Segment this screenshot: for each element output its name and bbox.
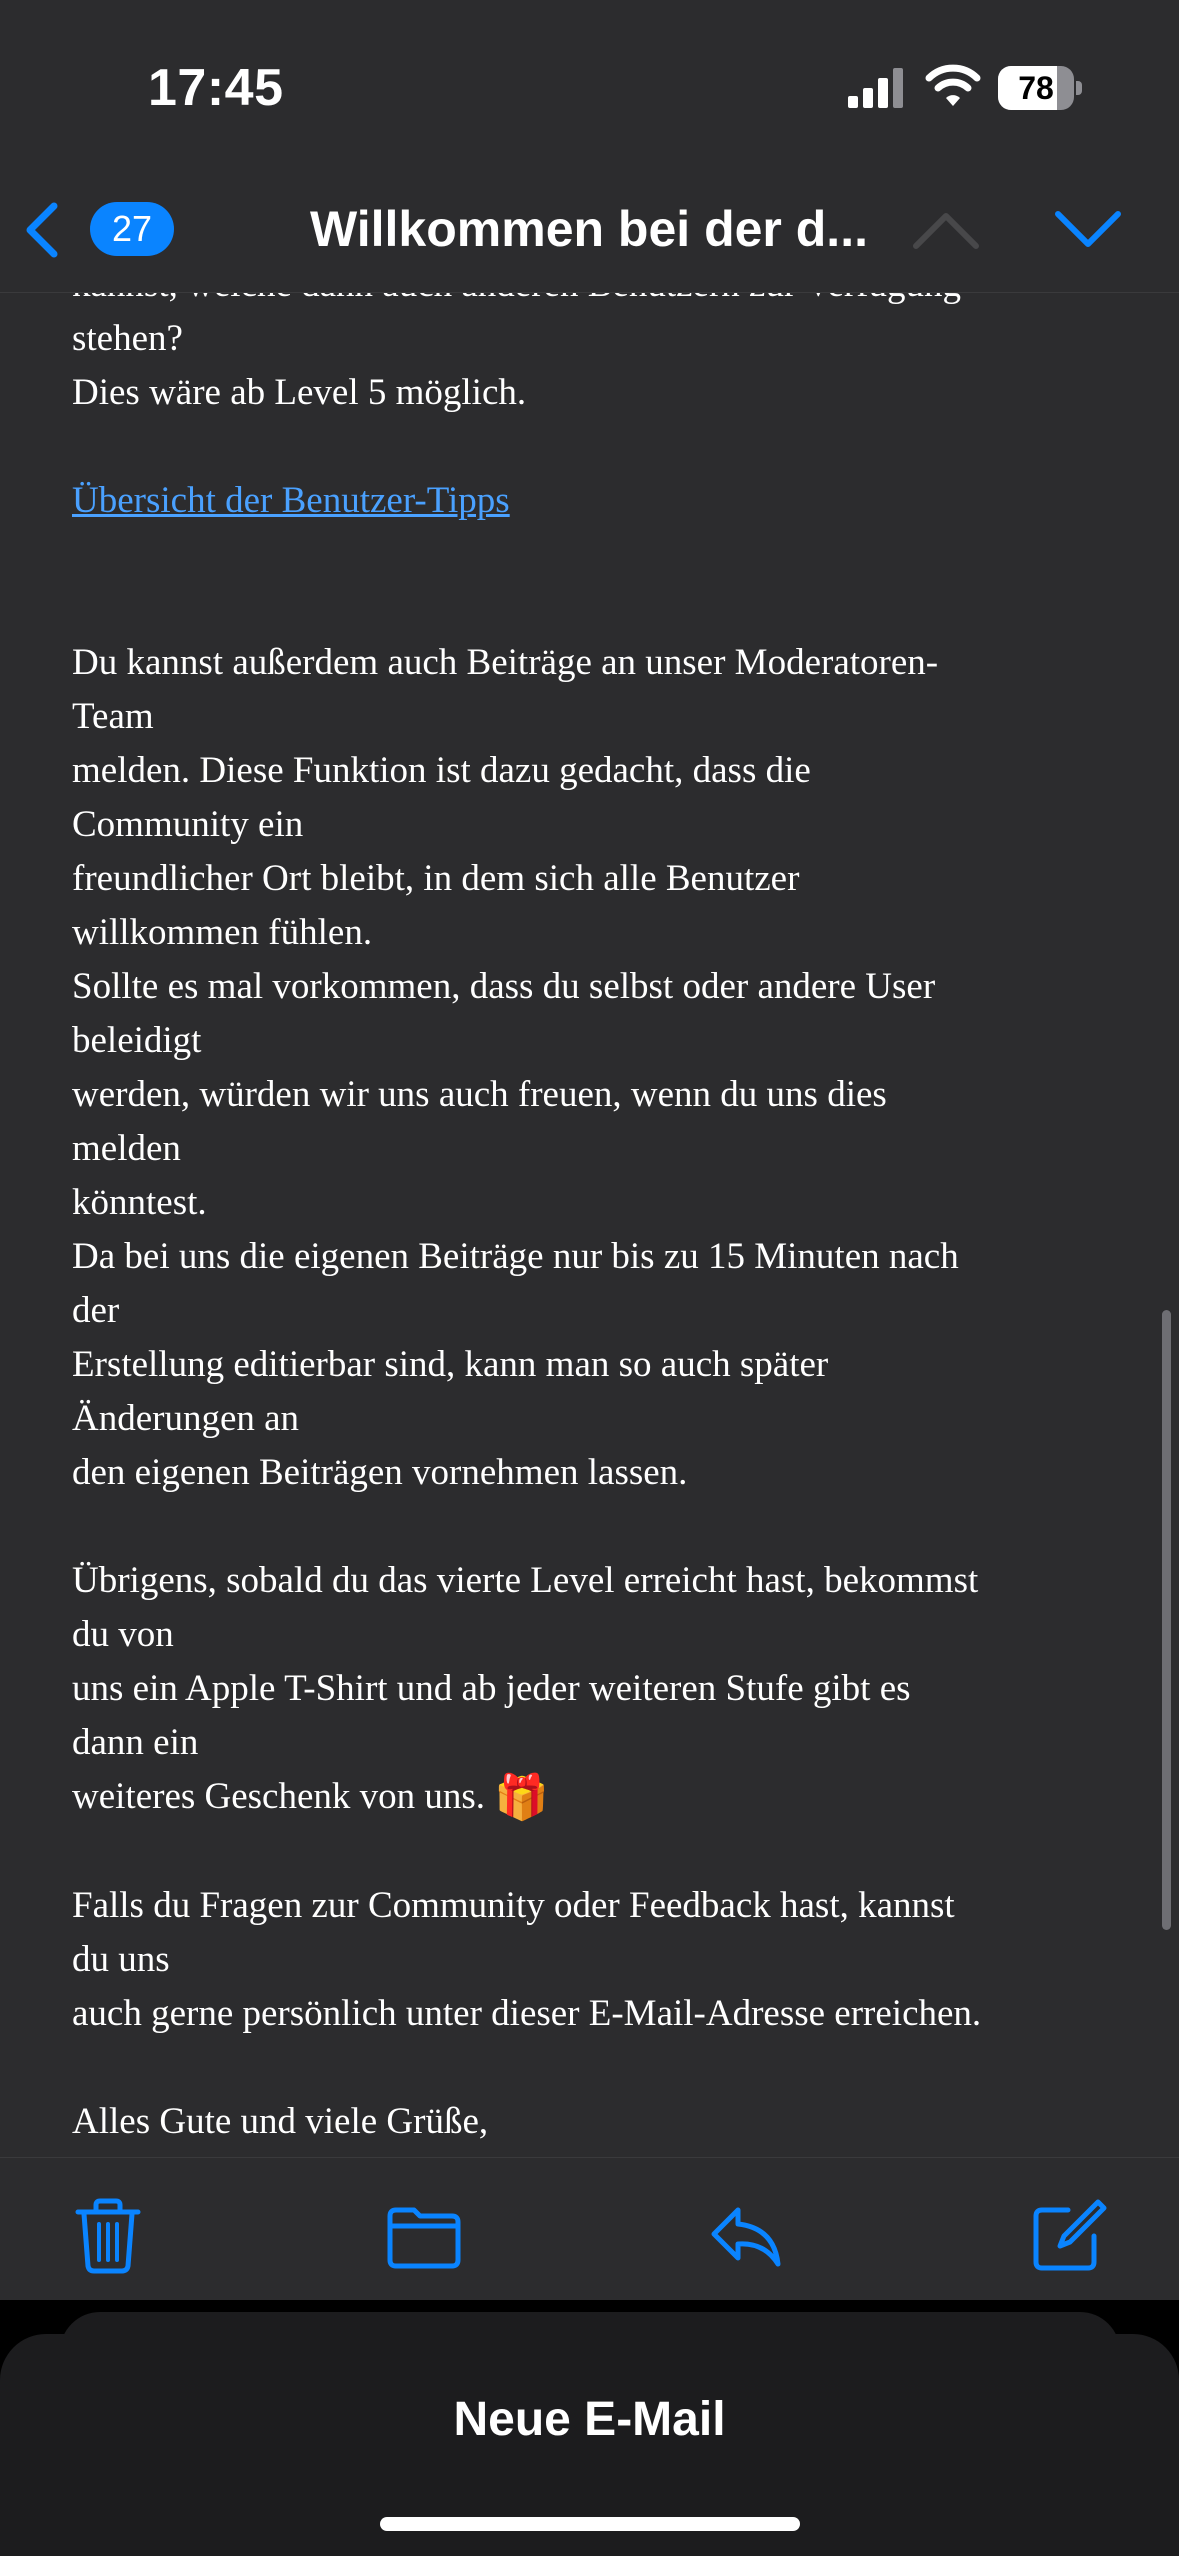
message-line: könntest. [72,1182,207,1223]
message-line: Änderungen an [72,1398,300,1439]
scroll-indicator[interactable] [1162,1310,1171,1930]
folder-icon[interactable] [384,2196,464,2276]
message-paragraph-contact [72,1879,1122,2041]
message-line: Falls du Fragen zur Community oder Feedback hast, kannst [72,1885,955,1926]
message-line: Sollte es mal vorkommen, dass du selbst oder andere User [72,966,936,1007]
message-body [72,258,1122,2149]
message-line: dann ein [72,1722,199,1763]
message-line: freundlicher Ort bleibt, in dem sich alle Benutzer [72,858,800,899]
message-line: stehen? [72,318,183,359]
navigation-bar [0,170,1179,293]
battery-icon [998,66,1082,110]
message-line: Du kannst außerdem auch Beiträge an unser Moderatoren- [72,642,939,683]
message-line: du uns [72,1939,170,1980]
message-line: Erstellung editierbar sind, kann man so auch später [72,1344,829,1385]
message-paragraph-rewards [72,1554,1122,1770]
chevron-left-icon [20,200,66,260]
compose-icon[interactable] [1028,2196,1108,2276]
message-line: willkommen fühlen. [72,912,373,953]
message-line: melden. Diese Funktion ist dazu gedacht, dass die [72,750,811,791]
message-line: Übrigens, sobald du das vierte Level erreicht hast, bekommst [72,1560,979,1601]
battery-percentage: 78 [1018,70,1054,106]
cellular-signal-icon [846,66,906,110]
gift-icon: 🎁 [494,1772,550,1823]
unread-count-badge: 27 [90,202,174,256]
message-paragraph-report [72,636,1122,1500]
message-line: Da bei uns die eigenen Beiträge nur bis zu 15 Minuten nach [72,1236,959,1277]
back-button[interactable] [20,194,180,264]
message-line: beleidigt [72,1020,202,1061]
chevron-up-icon [916,216,976,246]
home-indicator[interactable] [380,2517,800,2531]
message-subject-title: Willkommen bei der d... [310,201,868,257]
message-line: den eigenen Beiträgen vornehmen lassen. [72,1452,688,1493]
wifi-icon [925,62,981,110]
status-bar [0,0,1179,170]
message-line: auch gerne persönlich unter dieser E-Mail-Adresse erreichen. [72,1993,982,2034]
message-line: uns ein Apple T-Shirt und ab jeder weiteren Stufe gibt es [72,1668,911,1709]
message-line: Dies wäre ab Level 5 möglich. [72,372,527,413]
next-message-button[interactable] [1052,200,1124,260]
message-line: Team [72,696,154,737]
message-closing: Alles Gute und viele Grüße, [72,2101,489,2142]
message-line: Community ein [72,804,304,845]
chevron-down-icon [1058,214,1118,244]
message-line: melden [72,1128,181,1169]
user-tips-link[interactable]: Übersicht der Benutzer-Tipps [72,480,510,521]
status-time: 17:45 [148,59,284,117]
bottom-toolbar [0,2157,1179,2300]
message-line: werden, würden wir uns auch freuen, wenn du uns dies [72,1074,887,1115]
trash-icon[interactable] [68,2196,148,2276]
reply-icon[interactable] [706,2196,786,2276]
previous-message-button[interactable] [910,200,982,260]
message-line-gift: weiteres Geschenk von uns. 🎁 [72,1772,550,1823]
message-line: der [72,1290,120,1331]
message-line: du von [72,1614,174,1655]
draft-title: Neue E-Mail [453,2393,726,2446]
